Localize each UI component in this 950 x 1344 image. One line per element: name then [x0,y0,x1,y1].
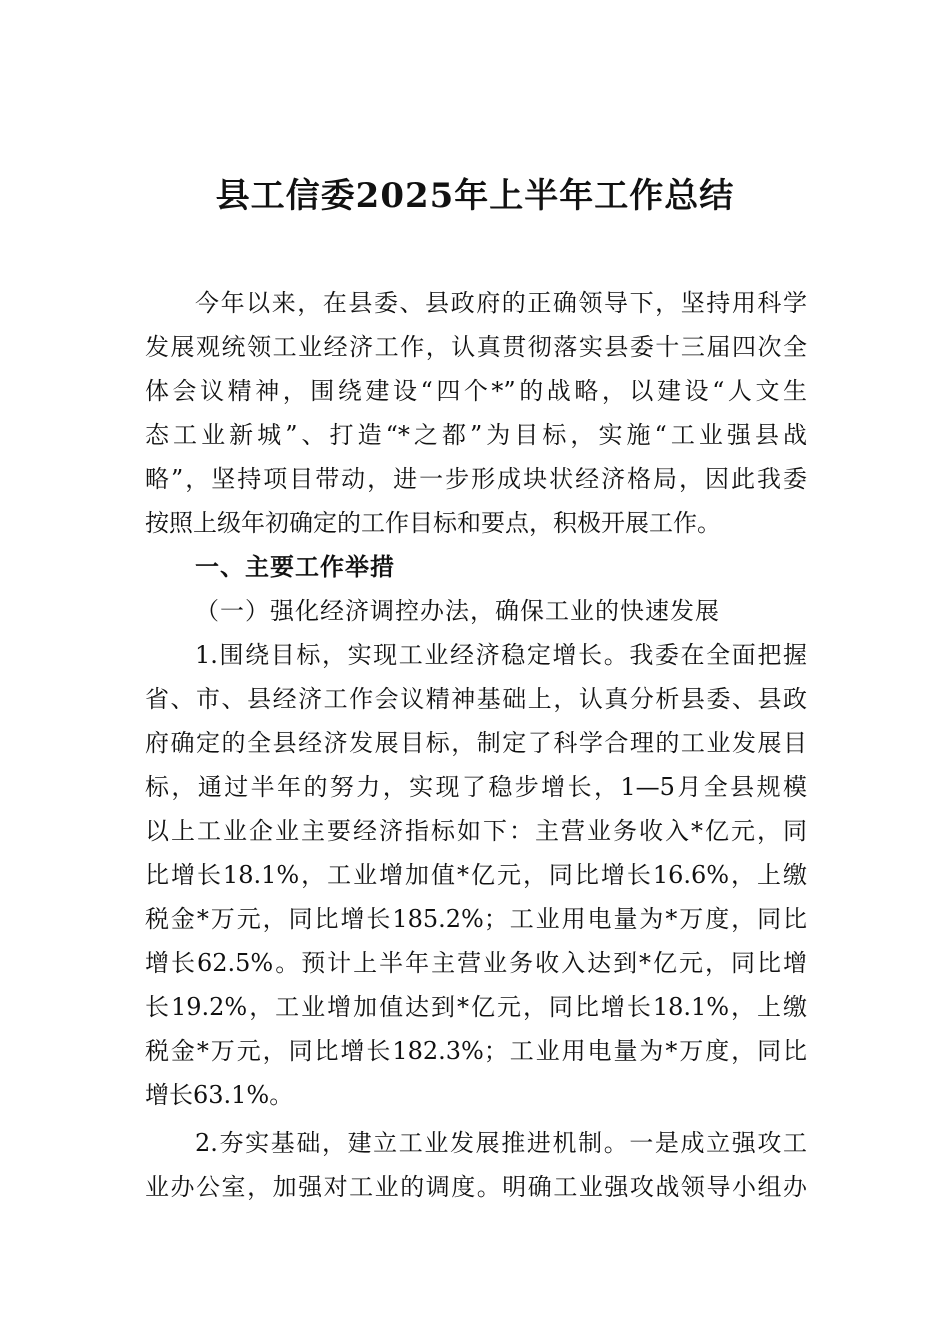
paragraph-line: 长19.2%，工业增加值达到*亿元，同比增长18.1%，上缴 [145,993,807,1021]
section-heading: 一、主要工作举措 [195,553,395,581]
paragraph-line: 税金*万元，同比增长182.3%；工业用电量为*万度，同比 [145,1037,807,1065]
paragraph-line: 按照上级年初确定的工作目标和要点，积极开展工作。 [145,509,721,537]
paragraph-line: 增长62.5%。预计上半年主营业务收入达到*亿元，同比增 [145,949,807,977]
intro-paragraph [145,281,807,545]
paragraph-line: 以上工业企业主要经济指标如下：主营业务收入*亿元，同 [145,817,807,845]
paragraph-line: 2.夯实基础，建立工业发展推进机制。一是成立强攻工 [195,1129,807,1157]
document-title: 县工信委2025年上半年工作总结 [215,176,735,216]
paragraph-line: 省、市、县经济工作会议精神基础上，认真分析县委、县政 [145,685,807,713]
document-body [145,281,807,1209]
paragraph-line: 税金*万元，同比增长185.2%；工业用电量为*万度，同比 [145,905,807,933]
paragraph-line: 府确定的全县经济发展目标，制定了科学合理的工业发展目 [145,729,807,757]
paragraph-line: 业办公室，加强对工业的调度。明确工业强攻战领导小组办 [145,1173,807,1201]
paragraph-line: 1.围绕目标，实现工业经济稳定增长。我委在全面把握 [195,641,807,669]
paragraph-line: 今年以来，在县委、县政府的正确领导下，坚持用科学 [195,289,807,317]
item-2-paragraph [145,1121,807,1209]
paragraph-line: 体会议精神，围绕建设“四个*”的战略，以建设“人文生 [145,377,807,405]
paragraph-line: 态工业新城”、打造“*之都”为目标，实施“工业强县战 [145,421,807,449]
item-1-paragraph [145,633,807,1117]
paragraph-line: 略”，坚持项目带动，进一步形成块状经济格局，因此我委 [145,465,807,493]
paragraph-line: 标，通过半年的努力，实现了稳步增长，1—5月全县规模 [145,773,807,801]
subsection-heading: （一）强化经济调控办法，确保工业的快速发展 [195,597,720,625]
paragraph-line: 比增长18.1%，工业增加值*亿元，同比增长16.6%，上缴 [145,861,807,889]
paragraph-line: 发展观统领工业经济工作，认真贯彻落实县委十三届四次全 [145,333,807,361]
paragraph-line: 增长63.1%。 [145,1081,294,1109]
